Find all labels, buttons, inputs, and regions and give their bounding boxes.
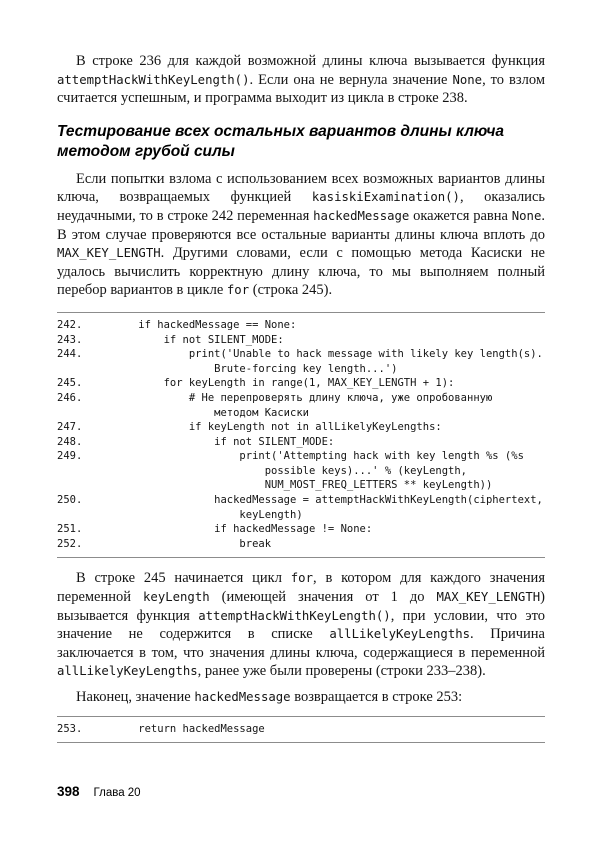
inline-code: kasiskiExamination() — [311, 190, 460, 205]
paragraph-return-intro — [57, 688, 545, 707]
code-line — [57, 318, 545, 333]
code-text: print('Attempting hack with key length %s (%s — [113, 450, 524, 463]
code-text: possible keys)...' % (keyLength, — [113, 464, 468, 477]
line-number: 249. — [57, 450, 83, 463]
code-text: if not SILENT_MODE: — [113, 333, 284, 346]
text-run: окажется равна — [409, 207, 512, 224]
code-text: print('Unable to hack message with likely key length(s). — [113, 348, 543, 361]
text-run: возвращается в строке 253: — [290, 689, 463, 705]
page-number: 398 — [57, 784, 80, 799]
text-run: . Другими словами, если с помощью метода Касиски не удалось вычислить корректную длину ключа, то мы выполняем полный перебор вариантов в цикле — [57, 245, 545, 299]
line-number: 247. — [57, 421, 83, 434]
text-run: (имеющей значения от 1 до — [209, 589, 437, 606]
code-text: return hackedMessage — [113, 722, 265, 735]
inline-code: attemptHackWithKeyLength() — [57, 72, 250, 87]
paragraph-bruteforce — [57, 170, 545, 300]
text-run: , оказались неудачными, то в строке 242 переменная — [57, 189, 545, 224]
code-text: hackedMessage = attemptHackWithKeyLength(ciphertext, — [113, 494, 543, 507]
code-listing-242-252 — [57, 312, 545, 559]
page-footer — [57, 784, 141, 799]
code-text: Brute-forcing key length...') — [113, 362, 398, 375]
line-number: 253. — [57, 722, 83, 735]
line-number: 248. — [57, 435, 83, 448]
inline-code: None — [452, 72, 483, 87]
text-run: Наконец, значение — [76, 689, 195, 705]
inline-code: for — [226, 283, 250, 298]
code-line — [57, 376, 545, 391]
inline-code: hackedMessage — [194, 690, 291, 704]
inline-code: allLikelyKeyLengths — [57, 664, 198, 679]
line-number: 251. — [57, 523, 83, 536]
paragraph-loop-explanation — [57, 569, 545, 681]
code-line — [57, 420, 545, 435]
text-run: В строке 245 начинается цикл — [76, 570, 291, 587]
text-run: , в котором для каждого значения переменной — [57, 570, 545, 606]
line-number: 246. — [57, 391, 83, 404]
chapter-label: Глава 20 — [93, 787, 141, 799]
code-line — [57, 493, 545, 508]
text-run: . В этом случае проверяются все остальные варианты длины ключа вплоть до — [57, 207, 545, 243]
text-run: , то взлом считается успешным, и программа выходит из цикла в строке 238. — [57, 71, 545, 107]
section-heading: Тестирование всех остальных вариантов длины ключа методом грубой силы — [57, 122, 504, 160]
inline-code: MAX_KEY_LENGTH — [57, 246, 161, 261]
code-line — [57, 722, 545, 737]
line-number: 250. — [57, 494, 83, 507]
line-number: 243. — [57, 333, 83, 346]
code-text: if keyLength not in allLikelyKeyLengths: — [113, 421, 442, 434]
text-run: . Причина заключается в том, что значения длины ключа, содержащиеся в переменной — [57, 626, 545, 661]
text-run: ) вызывается функция — [57, 589, 545, 624]
code-line — [57, 406, 545, 421]
code-text: NUM_MOST_FREQ_LETTERS ** keyLength)) — [113, 479, 493, 492]
code-text: keyLength) — [113, 508, 303, 521]
inline-code: for — [290, 571, 313, 586]
inline-code: None — [511, 208, 542, 223]
code-text: if hackedMessage != None: — [113, 523, 373, 536]
code-text: break — [113, 537, 272, 550]
code-line — [57, 391, 545, 406]
line-number: 252. — [57, 537, 83, 550]
text-run: (строка 245). — [249, 282, 333, 299]
code-text: # Не перепроверять длину ключа, уже опробованную — [113, 391, 493, 404]
code-line — [57, 464, 545, 479]
text-run: , при условии, что это значение не содержится в списке — [57, 607, 545, 643]
code-line — [57, 508, 545, 523]
inline-code: attemptHackWithKeyLength() — [198, 608, 391, 623]
paragraph-intro — [57, 52, 545, 108]
text-run: В строке 236 для каждой возможной длины ключа вызывается функция — [76, 53, 545, 69]
code-line — [57, 522, 545, 537]
code-line — [57, 362, 545, 377]
text-run: , ранее уже были проверены (строки 233–238). — [197, 663, 486, 680]
code-line — [57, 478, 545, 493]
code-listing-253 — [57, 716, 545, 744]
code-text: if hackedMessage == None: — [113, 318, 297, 331]
inline-code: hackedMessage — [313, 208, 410, 223]
code-line — [57, 435, 545, 450]
code-line — [57, 537, 545, 552]
code-line — [57, 449, 545, 464]
code-text: for keyLength in range(1, MAX_KEY_LENGTH + 1): — [113, 377, 455, 390]
line-number: 242. — [57, 318, 83, 331]
text-run: . Если она не вернула значение — [249, 71, 453, 88]
line-number: 244. — [57, 348, 83, 361]
text-run: Если попытки взлома с использованием всех возможных вариантов длины ключа, возвращаемых функцией — [57, 170, 545, 206]
code-text: if not SILENT_MODE: — [113, 435, 335, 448]
code-line — [57, 347, 545, 362]
inline-code: allLikelyKeyLengths — [329, 627, 471, 642]
code-line — [57, 333, 545, 348]
inline-code: keyLength — [143, 590, 210, 605]
code-text: методом Касиски — [113, 406, 309, 419]
line-number: 245. — [57, 377, 83, 390]
inline-code: MAX_KEY_LENGTH — [436, 590, 541, 605]
